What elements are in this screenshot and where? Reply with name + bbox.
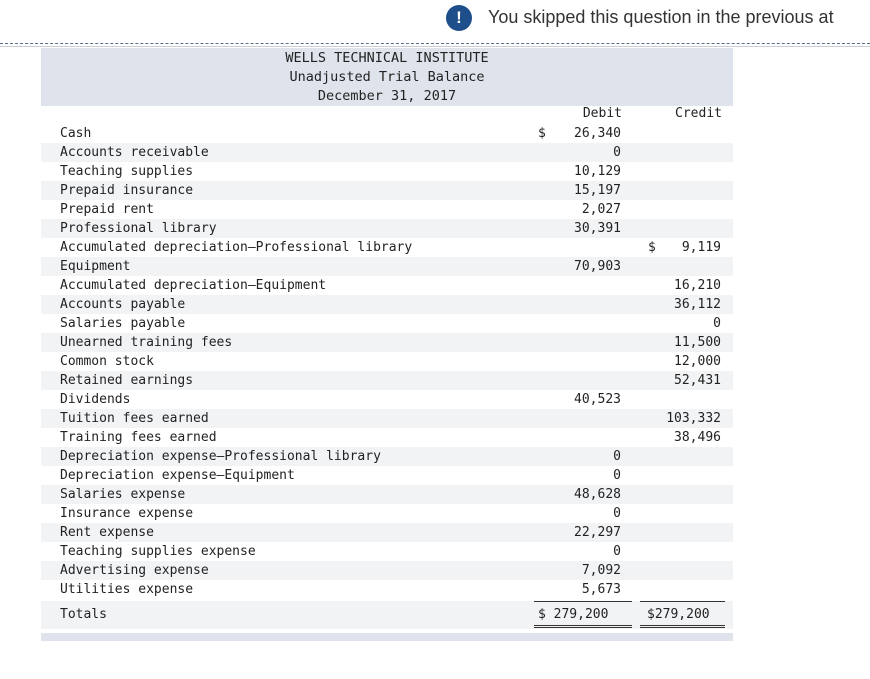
debit-currency-sign: $ [538,126,546,141]
table-row [41,124,733,143]
table-row [41,580,733,599]
account-name: Accumulated depreciation—Professional library [60,240,413,255]
credit-amount: 16,210 [674,278,721,293]
debit-amount: 70,903 [574,259,621,274]
table-row [41,409,733,428]
account-name: Accounts receivable [60,145,209,160]
account-name: Accumulated depreciation—Equipment [60,278,327,293]
account-name: Utilities expense [60,582,194,597]
exclamation-icon: ! [446,5,472,31]
report-date: December 31, 2017 [317,88,457,104]
debit-amount: 5,673 [581,582,621,597]
account-name: Salaries expense [60,487,186,502]
table-row [41,485,733,504]
account-name: Salaries payable [60,316,186,331]
table-row [41,542,733,561]
trial-balance-table [41,48,733,629]
solid-divider [0,46,870,47]
debit-amount: 0 [613,544,621,559]
table-row [41,181,733,200]
credit-double-rule-bottom [640,627,725,628]
credit-total: $279,200 [647,607,710,622]
credit-amount: 103,332 [666,411,721,426]
debit-amount: 15,197 [574,183,621,198]
account-name: Prepaid insurance [60,183,194,198]
account-name: Teaching supplies [60,164,194,179]
table-row [41,352,733,371]
account-name: Advertising expense [60,563,209,578]
account-name: Prepaid rent [60,202,154,217]
account-name: Common stock [60,354,154,369]
table-row [41,276,733,295]
table-row [41,143,733,162]
account-name: Depreciation expense—Equipment [60,468,295,483]
company-name: WELLS TECHNICAL INSTITUTE [285,50,489,66]
table-row [41,333,733,352]
debit-amount: 7,092 [581,563,621,578]
table-row [41,428,733,447]
debit-amount: 30,391 [574,221,621,236]
table-row [41,238,733,257]
credit-currency-sign: $ [648,240,656,255]
debit-amount: 10,129 [574,164,621,179]
debit-amount: 0 [613,145,621,160]
debit-amount: 22,297 [574,525,621,540]
account-name: Cash [60,126,92,141]
table-row [41,162,733,181]
debit-amount: 0 [613,449,621,464]
credit-amount: 38,496 [674,430,721,445]
debit-amount: 40,523 [574,392,621,407]
debit-double-rule-bottom [534,627,632,628]
table-row [41,466,733,485]
skipped-question-banner [0,0,870,40]
credit-amount: 36,112 [674,297,721,312]
credit-amount: 0 [713,316,721,331]
table-row [41,523,733,542]
account-name: Retained earnings [60,373,194,388]
account-name: Professional library [60,221,217,236]
debit-amount: 48,628 [574,487,621,502]
debit-total: $ 279,200 [538,607,609,622]
dashed-divider [0,43,870,44]
debit-amount: 0 [613,506,621,521]
account-name: Insurance expense [60,506,194,521]
table-row [41,219,733,238]
credit-amount: 12,000 [674,354,721,369]
table-row [41,561,733,580]
account-name: Equipment [60,259,131,274]
debit-amount: 26,340 [574,126,621,141]
credit-double-rule-top [640,625,725,626]
table-row [41,390,733,409]
table-row [41,447,733,466]
account-rows [41,124,733,599]
table-row [41,295,733,314]
credit-column-header: Credit [675,106,722,121]
debit-double-rule-top [534,625,632,626]
credit-amount: 11,500 [674,335,721,350]
account-name: Accounts payable [60,297,186,312]
debit-column-header: Debit [582,106,622,121]
account-name: Training fees earned [60,430,217,445]
account-name: Dividends [60,392,131,407]
credit-amount: 9,119 [681,240,721,255]
table-row [41,314,733,333]
account-name: Rent expense [60,525,154,540]
table-row [41,371,733,390]
table-row [41,257,733,276]
account-name: Tuition fees earned [60,411,209,426]
debit-amount: 2,027 [581,202,621,217]
banner-message: You skipped this question in the previous at [488,7,834,27]
debit-amount: 0 [613,468,621,483]
account-name: Depreciation expense—Professional library [60,449,381,464]
table-footer-bar [41,633,733,641]
totals-row [41,601,733,629]
report-title: Unadjusted Trial Balance [289,69,485,85]
totals-label: Totals [60,607,107,622]
table-row [41,504,733,523]
table-row [41,200,733,219]
account-name: Teaching supplies expense [60,544,256,559]
column-headers [41,106,733,124]
account-name: Unearned training fees [60,335,233,350]
credit-amount: 52,431 [674,373,721,388]
